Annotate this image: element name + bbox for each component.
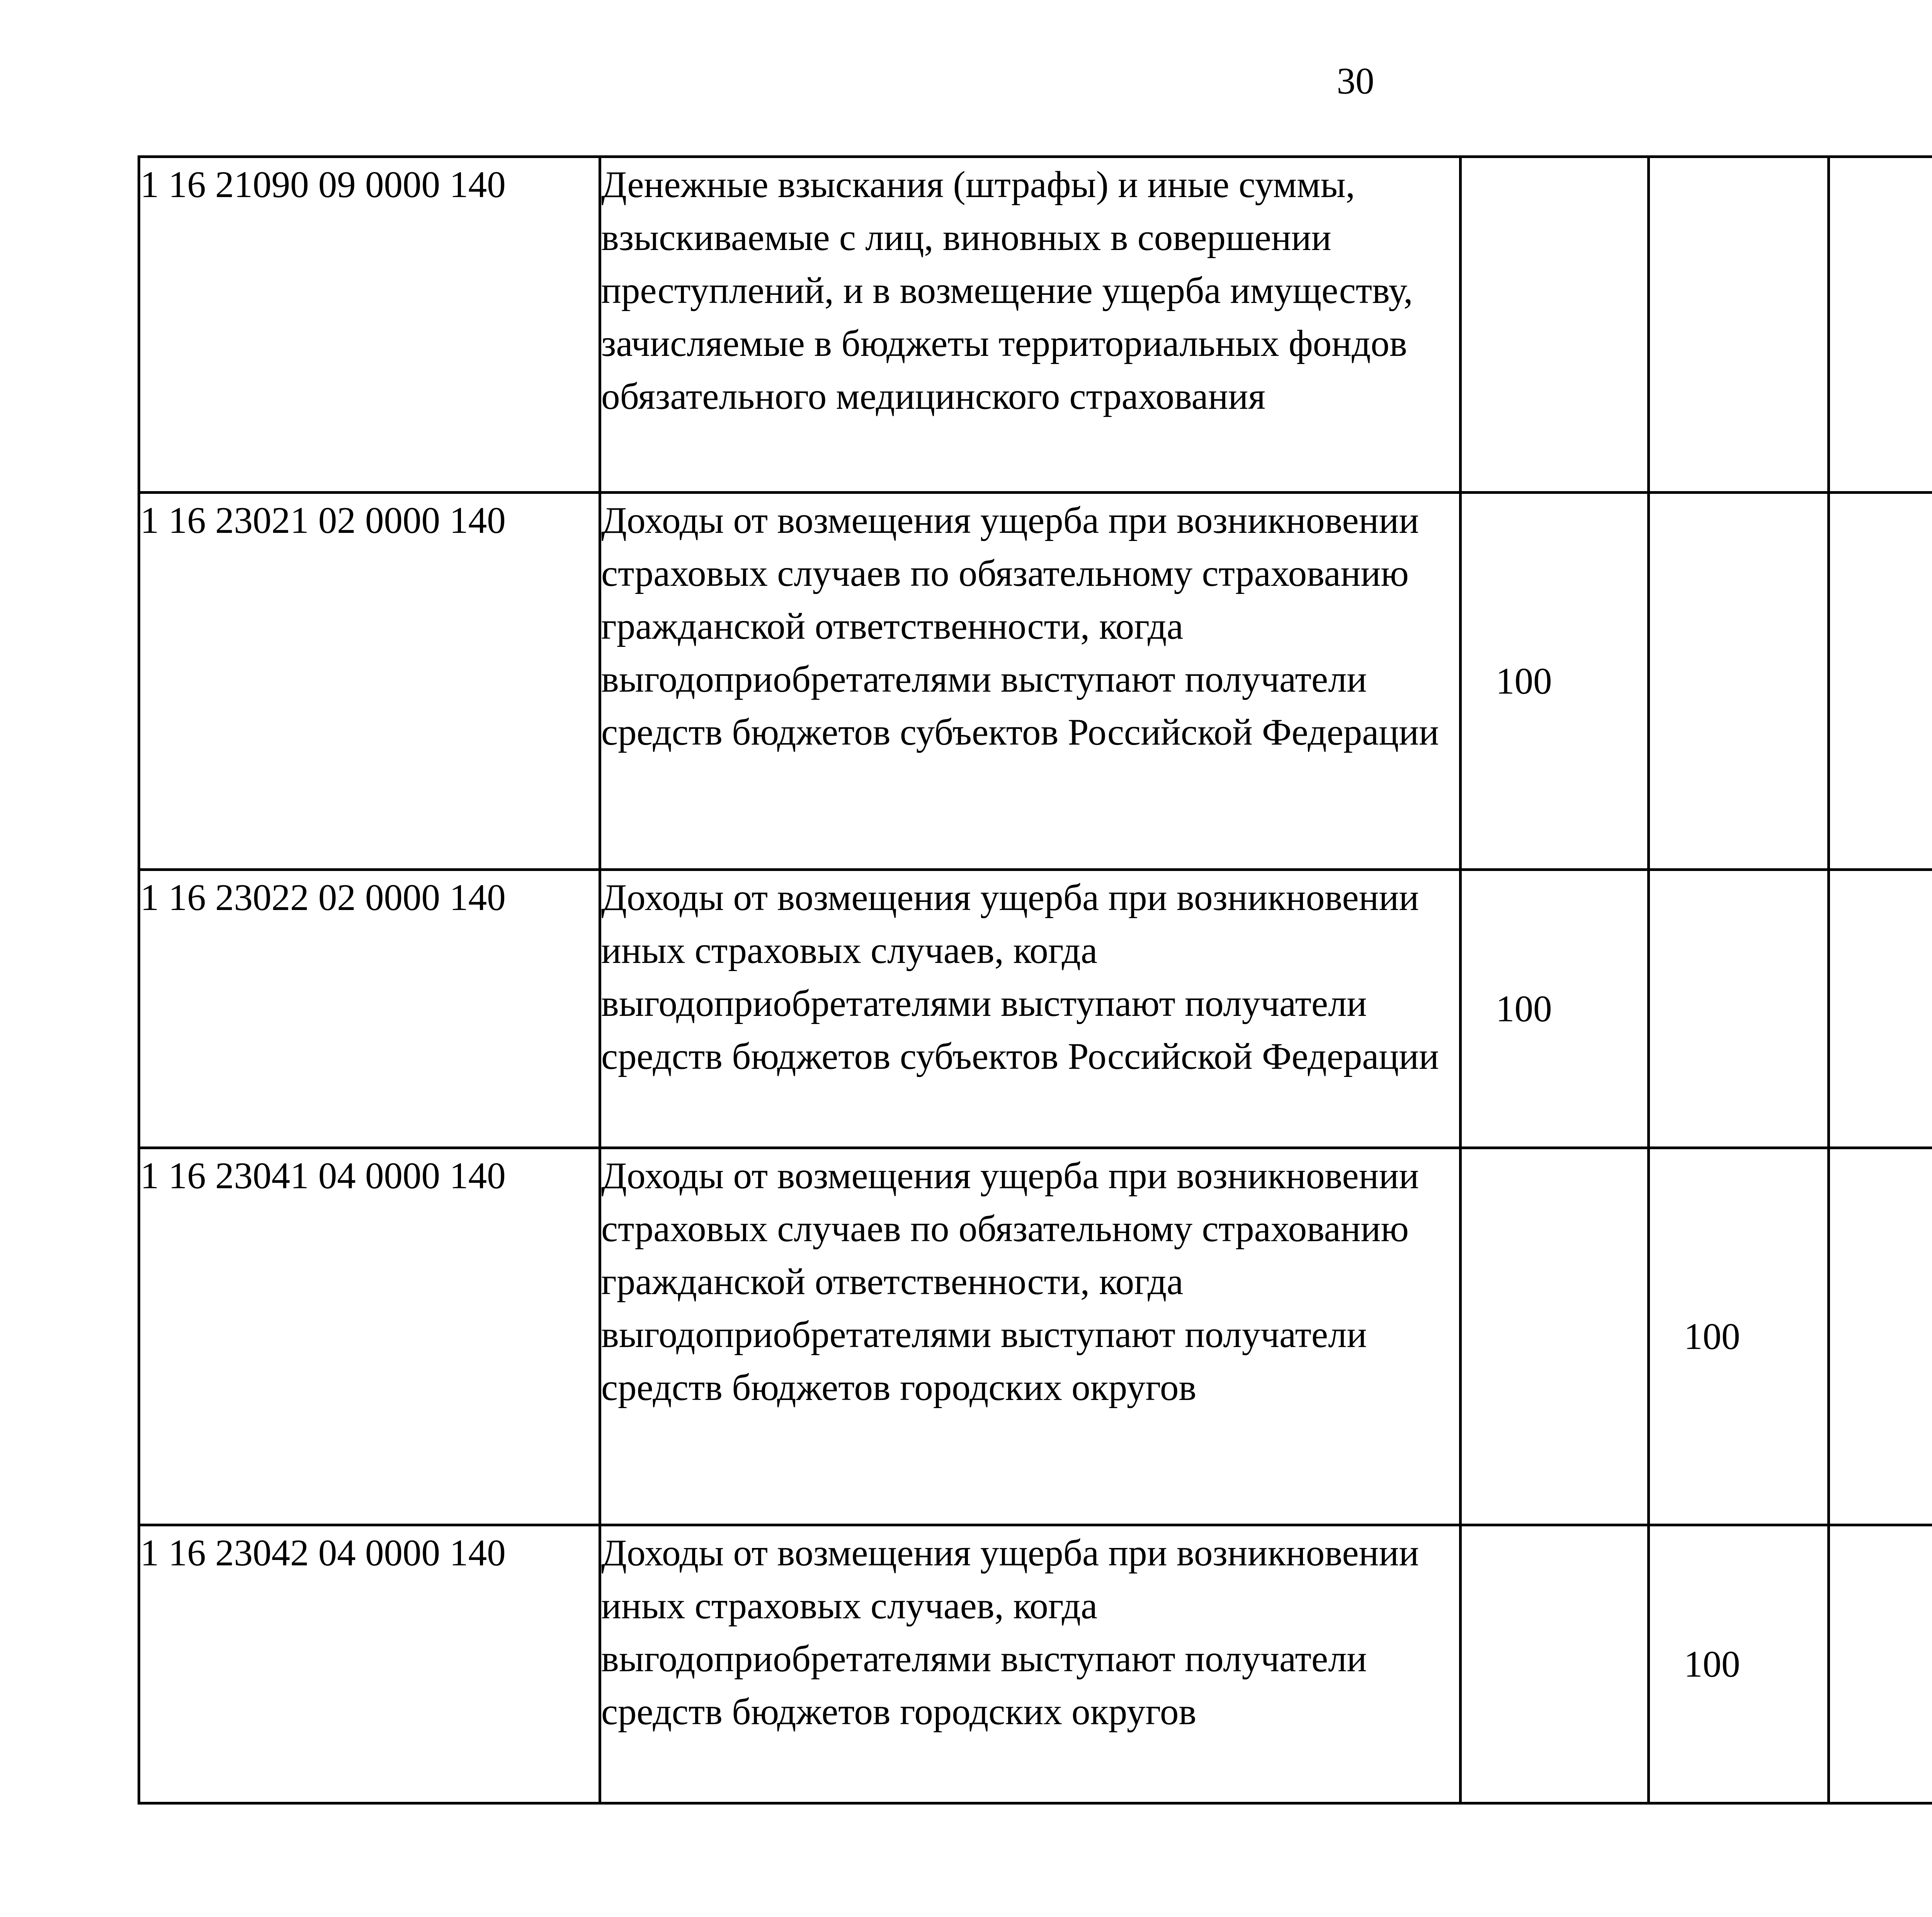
- revenue-code: 1 16 23022 02 0000 140: [139, 870, 600, 1148]
- revenue-description: Доходы от возмещения ущерба при возникновении иных страховых случаев, когда выгодоприобретателями выступают получатели средств бюджетов городских округов: [600, 1525, 1461, 1803]
- value-cell: [1649, 493, 1829, 870]
- table-row: [139, 1148, 1932, 1525]
- table-row: [139, 493, 1932, 870]
- value-cell: [1461, 1525, 1649, 1803]
- value-cell: [1829, 1525, 1932, 1803]
- revenue-description: Доходы от возмещения ущерба при возникновении страховых случаев по обязательному страхованию гражданской ответственности, когда выгодоприобретателями выступают получатели средств бюджетов субъектов Российской Федерации: [600, 493, 1461, 870]
- value-cell: 100: [1461, 493, 1649, 870]
- value-cell: [1649, 870, 1829, 1148]
- revenue-code: 1 16 23041 04 0000 140: [139, 1148, 600, 1525]
- table-row: [139, 1525, 1932, 1803]
- value-cell: 100: [1649, 1148, 1829, 1525]
- revenue-description: Денежные взыскания (штрафы) и иные суммы, взыскиваемые с лиц, виновных в совершении преступлений, и в возмещение ущерба имуществу, зачисляемые в бюджеты территориальных фондов обязательного медицинского страхования: [600, 157, 1461, 493]
- value-cell: 100: [1649, 1525, 1829, 1803]
- value-cell: [1461, 157, 1649, 493]
- value-cell: [1461, 1148, 1649, 1525]
- revenue-description: Доходы от возмещения ущерба при возникновении страховых случаев по обязательному страхованию гражданской ответственности, когда выгодоприобретателями выступают получатели средств бюджетов городских округов: [600, 1148, 1461, 1525]
- value-cell: [1829, 1148, 1932, 1525]
- revenue-code: 1 16 23021 02 0000 140: [139, 493, 600, 870]
- revenue-code: 1 16 23042 04 0000 140: [139, 1525, 600, 1803]
- value-cell: [1829, 870, 1932, 1148]
- revenue-code: 1 16 21090 09 0000 140: [139, 157, 600, 493]
- table-row: [139, 870, 1932, 1148]
- table-row: [139, 157, 1932, 493]
- page-number: 30: [1337, 60, 1374, 102]
- value-cell: [1829, 493, 1932, 870]
- value-cell: [1829, 157, 1932, 493]
- revenue-description: Доходы от возмещения ущерба при возникновении иных страховых случаев, когда выгодоприобретателями выступают получатели средств бюджетов субъектов Российской Федерации: [600, 870, 1461, 1148]
- budget-revenue-table: [138, 155, 1932, 1805]
- value-cell: 100: [1461, 870, 1649, 1148]
- value-cell: [1649, 157, 1829, 493]
